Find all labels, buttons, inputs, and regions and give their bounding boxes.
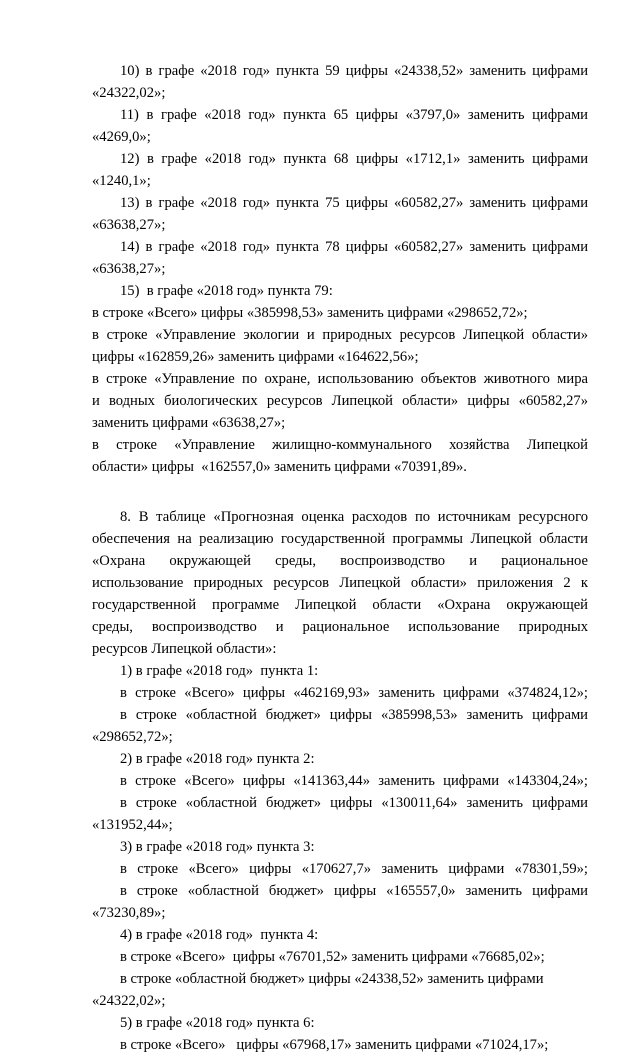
text-line: «63638,27»; — [92, 261, 166, 277]
text-line: области» цифры «162557,0» заменить цифрами «70391,89». — [92, 459, 467, 475]
text-line: в строке «Всего» цифры «141363,44» заменить цифрами «143304,24»; — [120, 773, 588, 789]
text-line: ресурсов Липецкой области»: — [92, 641, 277, 657]
text-line: в строке «Управление жилищно-коммунального хозяйства Липецкой — [92, 437, 588, 453]
text-line: «24322,02»; — [92, 85, 166, 101]
text-line: обеспечения на реализацию государственной программы Липецкой области — [92, 531, 588, 547]
text-line: заменить цифрами «63638,27»; — [92, 415, 286, 431]
text-line: 15) в графе «2018 год» пункта 79: — [120, 283, 333, 299]
text-line: «298652,72»; — [92, 729, 173, 745]
text-line: в строке «областной бюджет» цифры «165557,0» заменить цифрами — [120, 883, 588, 899]
text-line: среды, воспроизводство и рациональное использование природных — [92, 619, 588, 635]
text-line: «Охрана окружающей среды, воспроизводство и рациональное — [92, 553, 588, 569]
text-line: в строке «Управление экологии и природных ресурсов Липецкой области» — [92, 327, 588, 343]
text-line: «63638,27»; — [92, 217, 166, 233]
text-line: «131952,44»; — [92, 817, 173, 833]
text-line: 4) в графе «2018 год» пункта 4: — [120, 927, 319, 943]
text-line: в строке «областной бюджет» цифры «24338,52» заменить цифрами — [120, 971, 544, 987]
text-line: 12) в графе «2018 год» пункта 68 цифры «1712,1» заменить цифрами — [120, 151, 588, 167]
text-line: «73230,89»; — [92, 905, 166, 921]
text-line: в строке «Всего» цифры «462169,93» заменить цифрами «374824,12»; — [120, 685, 588, 701]
text-line: 13) в графе «2018 год» пункта 75 цифры «60582,27» заменить цифрами — [120, 195, 588, 211]
text-line: в строке «Всего» цифры «385998,53» заменить цифрами «298652,72»; — [92, 305, 528, 321]
text-line: в строке «Всего» цифры «170627,7» заменить цифрами «78301,59»; — [120, 861, 588, 877]
text-line: 8. В таблице «Прогнозная оценка расходов по источникам ресурсного — [120, 509, 588, 525]
text-line: «24322,02»; — [92, 993, 166, 1009]
text-line: цифры «162859,26» заменить цифрами «164622,56»; — [92, 349, 419, 365]
text-line: 2) в графе «2018 год» пункта 2: — [120, 751, 315, 767]
text-line: использование природных ресурсов Липецкой области» приложения 2 к — [92, 575, 588, 591]
text-line: 1) в графе «2018 год» пункта 1: — [120, 663, 319, 679]
text-line: 5) в графе «2018 год» пункта 6: — [120, 1015, 315, 1031]
text-line: «4269,0»; — [92, 129, 151, 145]
text-line: 3) в графе «2018 год» пункта 3: — [120, 839, 315, 855]
text-line: государственной программе Липецкой области «Охрана окружающей — [92, 597, 588, 613]
text-line: в строке «областной бюджет» цифры «130011,64» заменить цифрами — [120, 795, 588, 811]
text-line: и водных биологических ресурсов Липецкой области» цифры «60582,27» — [92, 393, 588, 409]
text-line: «1240,1»; — [92, 173, 151, 189]
text-line: в строке «Управление по охране, использованию объектов животного мира — [92, 371, 588, 387]
text-line: 11) в графе «2018 год» пункта 65 цифры «3797,0» заменить цифрами — [120, 107, 588, 123]
text-line: в строке «Всего» цифры «76701,52» заменить цифрами «76685,02»; — [120, 949, 545, 965]
text-line: в строке «Всего» цифры «67968,17» заменить цифрами «71024,17»; — [120, 1037, 549, 1053]
text-line: в строке «областной бюджет» цифры «385998,53» заменить цифрами — [120, 707, 588, 723]
text-line: 10) в графе «2018 год» пункта 59 цифры «24338,52» заменить цифрами — [120, 63, 588, 79]
text-line: 14) в графе «2018 год» пункта 78 цифры «60582,27» заменить цифрами — [120, 239, 588, 255]
